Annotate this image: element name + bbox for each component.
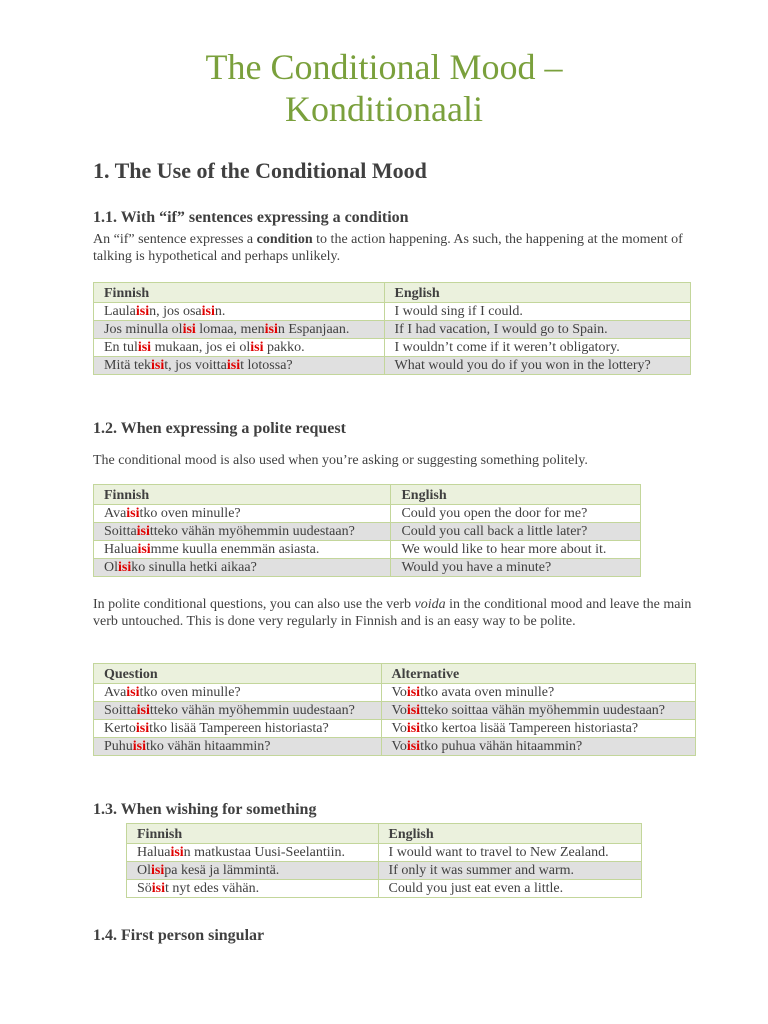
- italic-text: voida: [414, 597, 446, 612]
- title-line-2: Konditionaali: [285, 89, 483, 129]
- conditional-suffix: isi: [201, 304, 215, 319]
- column-header-finnish: Finnish: [127, 824, 379, 844]
- question-cell: Puhuisitko vähän hitaammin?: [94, 738, 382, 756]
- alternative-cell: Voisitko avata oven minulle?: [381, 684, 695, 702]
- paragraph-1-2: The conditional mood is also used when you’re asking or suggesting something politely.: [93, 453, 588, 468]
- column-header-english: English: [378, 824, 641, 844]
- conditional-suffix: isi: [137, 340, 152, 355]
- conditional-suffix: isi: [132, 739, 147, 754]
- conditional-suffix: isi: [126, 506, 140, 521]
- conditional-suffix: isi: [264, 322, 278, 337]
- conditional-suffix: isi: [182, 322, 196, 337]
- conditional-suffix: isi: [406, 685, 421, 700]
- table-row: [127, 844, 642, 862]
- finnish-cell: Laulaisin, jos osaisin.: [94, 303, 385, 321]
- bold-text: condition: [256, 232, 313, 247]
- table-row: [94, 702, 696, 720]
- english-cell: We would like to hear more about it.: [391, 541, 641, 559]
- question-cell: Avaisitko oven minulle?: [94, 684, 382, 702]
- alternative-cell: Voisitteko soittaa vähän myöhemmin uudestaan?: [381, 702, 695, 720]
- table-row: [127, 862, 642, 880]
- table-row: [94, 684, 696, 702]
- question-cell: Kertoisitko lisää Tampereen historiasta?: [94, 720, 382, 738]
- finnish-cell: Avaisitko oven minulle?: [94, 505, 391, 523]
- column-header-english: English: [384, 283, 690, 303]
- english-cell: Could you call back a little later?: [391, 523, 641, 541]
- english-cell: I wouldn’t come if it weren’t obligatory.: [384, 339, 690, 357]
- table-row: [94, 523, 641, 541]
- table-row: [94, 321, 691, 339]
- column-header-question: Question: [94, 664, 382, 684]
- title-line-1: The Conditional Mood –: [205, 47, 563, 87]
- subsection-heading-1-3: 1.3. When wishing for something: [93, 801, 317, 818]
- question-cell: Soittaisitteko vähän myöhemmin uudestaan?: [94, 702, 382, 720]
- conditional-suffix: isi: [118, 560, 132, 575]
- conditional-suffix: isi: [151, 358, 165, 373]
- table-header-row: [94, 664, 696, 684]
- conditional-suffix: isi: [226, 358, 241, 373]
- finnish-cell: Mitä tekisit, jos voittaisit lotossa?: [94, 357, 385, 375]
- column-header-alternative: Alternative: [381, 664, 695, 684]
- finnish-cell: Olisipa kesä ja lämmintä.: [127, 862, 379, 880]
- finnish-cell: Söisit nyt edes vähän.: [127, 880, 379, 898]
- document-title: [0, 46, 768, 130]
- table-question-alternative: [93, 663, 696, 756]
- subsection-heading-1-1: 1.1. With “if” sentences expressing a condition: [93, 209, 409, 226]
- column-header-finnish: Finnish: [94, 283, 385, 303]
- table-row: [94, 505, 641, 523]
- finnish-cell: Soittaisitteko vähän myöhemmin uudestaan?: [94, 523, 391, 541]
- english-cell: What would you do if you won in the lottery?: [384, 357, 690, 375]
- conditional-suffix: isi: [151, 881, 166, 896]
- conditional-suffix: isi: [126, 685, 140, 700]
- finnish-cell: Olisiko sinulla hetki aikaa?: [94, 559, 391, 577]
- table-header-row: [94, 485, 641, 505]
- conditional-suffix: isi: [250, 340, 264, 355]
- table-header-row: [127, 824, 642, 844]
- english-cell: Would you have a minute?: [391, 559, 641, 577]
- english-cell: I would sing if I could.: [384, 303, 690, 321]
- conditional-suffix: isi: [406, 721, 421, 736]
- table-row: [94, 541, 641, 559]
- conditional-suffix: isi: [406, 703, 421, 718]
- table-row: [94, 357, 691, 375]
- table-row: [94, 559, 641, 577]
- table-header-row: [94, 283, 691, 303]
- english-cell: If only it was summer and warm.: [378, 862, 641, 880]
- finnish-cell: Haluaisin matkustaa Uusi-Seelantiin.: [127, 844, 379, 862]
- conditional-suffix: isi: [170, 845, 184, 860]
- subsection-heading-1-2: 1.2. When expressing a polite request: [93, 420, 346, 437]
- conditional-suffix: isi: [151, 863, 165, 878]
- paragraph-voida: In polite conditional questions, you can also use the verb voida in the conditional mood and leave the main verb untouched. This is done very regularly in Finnish and is an easy way to be polite.: [93, 597, 692, 629]
- table-row: [94, 738, 696, 756]
- english-cell: If I had vacation, I would go to Spain.: [384, 321, 690, 339]
- finnish-cell: En tulisi mukaan, jos ei olisi pakko.: [94, 339, 385, 357]
- section-heading-1: 1. The Use of the Conditional Mood: [93, 158, 427, 183]
- conditional-suffix: isi: [137, 542, 151, 557]
- english-cell: Could you open the door for me?: [391, 505, 641, 523]
- conditional-suffix: isi: [136, 524, 150, 539]
- table-if-sentences: [93, 282, 691, 375]
- alternative-cell: Voisitko kertoa lisää Tampereen historiasta?: [381, 720, 695, 738]
- subsection-heading-1-4: 1.4. First person singular: [93, 927, 265, 944]
- table-wishing: [126, 823, 642, 898]
- table-row: [94, 720, 696, 738]
- column-header-finnish: Finnish: [94, 485, 391, 505]
- column-header-english: English: [391, 485, 641, 505]
- conditional-suffix: isi: [406, 739, 421, 754]
- paragraph-1-1: An “if” sentence expresses a condition to the action happening. As such, the happening at the moment of talking is hypothetical and perhaps unlikely.: [93, 232, 683, 264]
- conditional-suffix: isi: [136, 703, 150, 718]
- table-row: [94, 339, 691, 357]
- table-row: [94, 303, 691, 321]
- alternative-cell: Voisitko puhua vähän hitaammin?: [381, 738, 695, 756]
- finnish-cell: Jos minulla olisi lomaa, menisin Espanjaan.: [94, 321, 385, 339]
- english-cell: Could you just eat even a little.: [378, 880, 641, 898]
- conditional-suffix: isi: [135, 304, 150, 319]
- table-row: [127, 880, 642, 898]
- finnish-cell: Haluaisimme kuulla enemmän asiasta.: [94, 541, 391, 559]
- conditional-suffix: isi: [135, 721, 150, 736]
- table-polite-requests: [93, 484, 641, 577]
- english-cell: I would want to travel to New Zealand.: [378, 844, 641, 862]
